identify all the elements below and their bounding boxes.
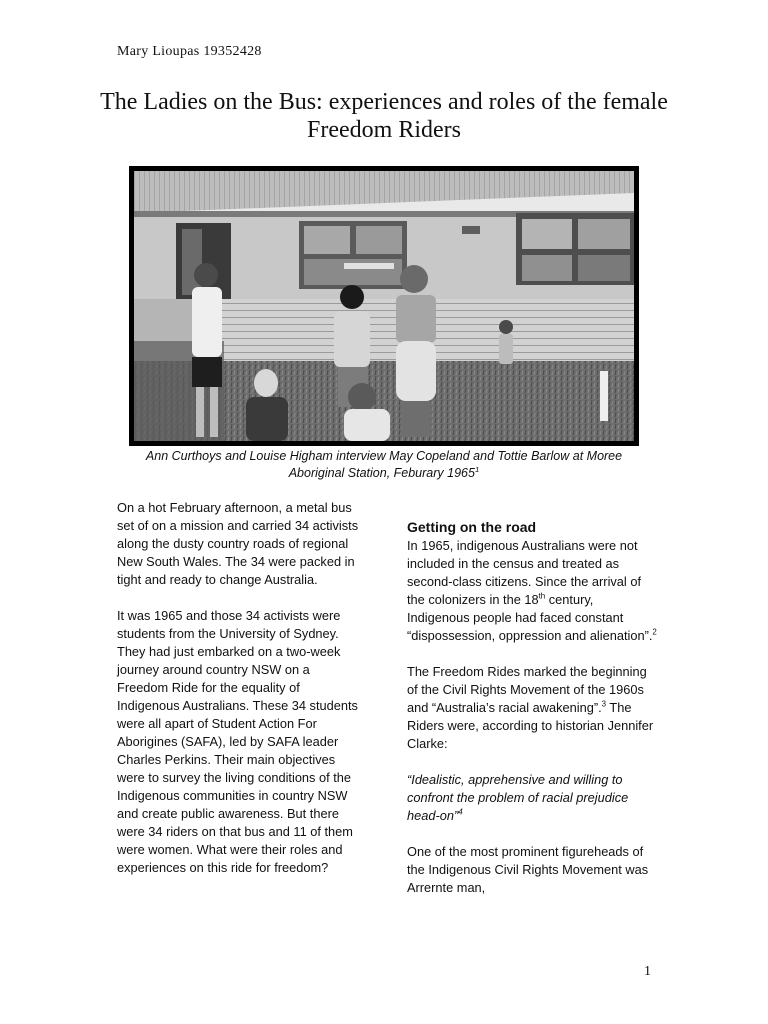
intro-paragraph: On a hot February afternoon, a metal bus set of on a mission and carried 34 activists along the dusty country roads of regional New South Wales. The 34 were packed in tight and ready to change Australia.: [117, 500, 359, 587]
historical-photo: [129, 166, 639, 446]
caption-footnote: 1: [474, 464, 480, 474]
left-column: [117, 499, 363, 877]
clarke-quote: “Idealistic, apprehensive and willing to confront the problem of racial prejudice head-on”$^4$: [407, 772, 629, 823]
freedom-rides-paragraph: The Freedom Rides marked the beginning of the Civil Rights Movement of the 1960s and “Australia’s racial awakening”.$^3$ The Riders were, according to historian Jennifer Clarke:: [407, 664, 654, 751]
caption-text: Ann Curthoys and Louise Higham interview May Copeland and Tottie Barlow at Moree Aboriginal Station, Feburary 1965: [145, 449, 623, 480]
context-paragraph: It was 1965 and those 34 activists were students from the University of Sydney. They had just embarked on a two-week journey around country NSW on a Freedom Ride for the equality of Indigenous Australians. These 34 students were all apart of Student Action For Aborigines (SAFA), led by SAFA leader Charles Perkins. Their main objectives were to survey the living conditions of the Indigenous communities in country NSW and create public awareness. But there were 34 riders on that bus and 11 of them were women. What were their roles and experiences on this ride for freedom?: [117, 608, 358, 875]
history-paragraph: In 1965, indigenous Australians were not included in the census and treated as second-class citizens. Since the arrival of the colonizers in the 18th century, Indigenous people had faced constant “dispossession, oppression and alienation”.$^2$: [407, 538, 657, 643]
page-number: 1: [644, 964, 651, 979]
author-line: Mary Lioupas 19352428: [117, 44, 262, 59]
photo-caption: [118, 448, 650, 482]
right-column: [407, 517, 657, 897]
document-title: The Ladies on the Bus: experiences and roles of the female Freedom Riders: [100, 89, 668, 143]
section-heading: Getting on the road: [407, 519, 537, 535]
figureheads-paragraph: One of the most prominent figureheads of the Indigenous Civil Rights Movement was Arrernte man,: [407, 844, 649, 895]
